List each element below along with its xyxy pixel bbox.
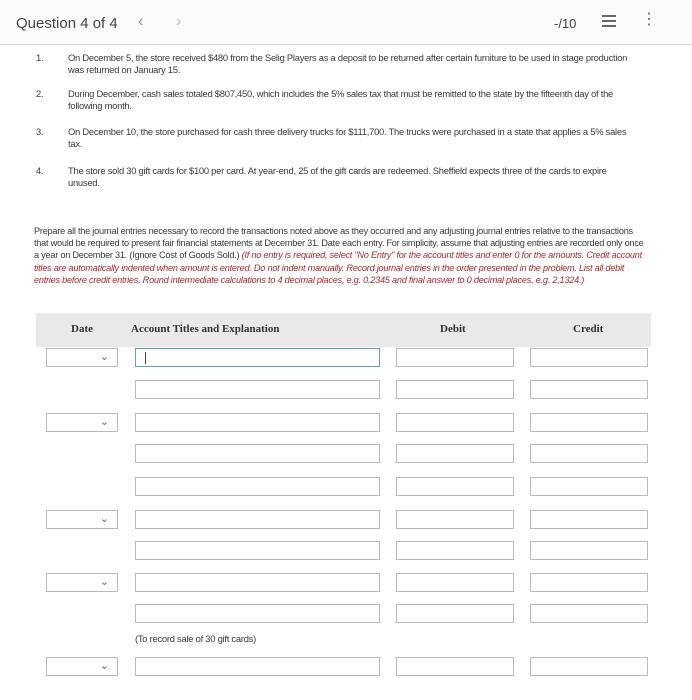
date-select[interactable]	[46, 510, 118, 529]
item-text: During December, cash sales totaled $807,450, which includes the 5% sales tax that must be remitted to the state by the fifteenth day of the following month.	[68, 88, 614, 111]
credit-amount-input[interactable]	[530, 510, 648, 529]
item-number: 2.	[36, 88, 44, 99]
debit-amount-input[interactable]	[396, 380, 514, 399]
date-select[interactable]	[46, 657, 118, 676]
instructions-warning: (If no entry is required, select "No Entry" for the account titles and enter 0 for the amounts. Credit account titles are automatically indented when amount is entered. Do not indent manually. Record journal entries in the order presented in the problem. List all debit entries before credit entries. Round intermediate calculations to 4 decimal places, e.g. 0.2345 and final answer to 0 decimal places, e.g. 2,1324.)	[34, 250, 642, 285]
debit-amount-input[interactable]	[396, 413, 514, 432]
credit-amount-input[interactable]	[530, 604, 648, 623]
item-number: 4.	[36, 165, 44, 176]
instructions-text: Prepare all the journal entries necessary to record the transactions noted above as they occurred and any adjusting journal entries relative to the transactions that would be required to present fair financial statements at December 31. Date each entry. For simplicity, assume that adjusting entries are recorded only once a year on December 31. (Ignore Cost of Goods Sold.)	[34, 226, 644, 261]
debit-amount-input[interactable]	[396, 573, 514, 592]
chevron-down-icon: ⌄	[99, 576, 109, 588]
item-text: On December 5, the store received $480 from the Selig Players as a deposit to be returned after certain furniture to be used in stage production was returned on January 15.	[68, 52, 628, 75]
item-number: 1.	[36, 52, 44, 63]
credit-column-header: Credit	[573, 323, 604, 335]
account-title-input[interactable]	[135, 573, 380, 592]
debit-amount-input[interactable]	[396, 604, 514, 623]
credit-amount-input[interactable]	[530, 380, 648, 399]
credit-amount-input[interactable]	[530, 657, 648, 676]
date-select[interactable]	[46, 348, 118, 367]
debit-amount-input[interactable]	[396, 348, 514, 367]
debit-amount-input[interactable]	[396, 541, 514, 560]
account-title-input[interactable]	[135, 657, 380, 676]
credit-amount-input[interactable]	[530, 413, 648, 432]
account-title-input[interactable]	[135, 477, 380, 496]
credit-amount-input[interactable]	[530, 348, 648, 367]
debit-amount-input[interactable]	[396, 510, 514, 529]
credit-amount-input[interactable]	[530, 444, 648, 463]
more-options-icon[interactable]: ⋮	[641, 11, 657, 28]
question-label: Question 4 of 4	[16, 15, 118, 32]
credit-amount-input[interactable]	[530, 573, 648, 592]
journal-table-header	[36, 313, 651, 347]
chevron-down-icon: ⌄	[99, 416, 109, 428]
account-title-input[interactable]	[135, 380, 380, 399]
account-title-input[interactable]	[135, 444, 380, 463]
account-title-input[interactable]	[135, 510, 380, 529]
list-icon[interactable]	[602, 15, 616, 27]
account-title-input[interactable]	[135, 413, 380, 432]
previous-question-icon[interactable]: ‹	[138, 13, 144, 30]
date-column-header: Date	[71, 323, 93, 335]
question-header	[0, 0, 692, 45]
date-select[interactable]	[46, 573, 118, 592]
credit-amount-input[interactable]	[530, 477, 648, 496]
credit-amount-input[interactable]	[530, 541, 648, 560]
account-title-input[interactable]	[135, 541, 380, 560]
chevron-down-icon: ⌄	[99, 660, 109, 672]
debit-amount-input[interactable]	[396, 477, 514, 496]
date-select[interactable]	[46, 413, 118, 432]
item-text: On December 10, the store purchased for cash three delivery trucks for $111,700. The trucks were purchased in a state that applies a 5% sales tax.	[68, 126, 627, 149]
debit-amount-input[interactable]	[396, 444, 514, 463]
account-title-input[interactable]	[135, 604, 380, 623]
account-column-header: Account Titles and Explanation	[131, 323, 280, 335]
entry-explanation-note: (To record sale of 30 gift cards)	[135, 633, 256, 644]
chevron-down-icon: ⌄	[99, 351, 109, 363]
next-question-icon[interactable]: ›	[176, 13, 182, 30]
instructions	[34, 225, 649, 286]
debit-amount-input[interactable]	[396, 657, 514, 676]
chevron-down-icon: ⌄	[99, 513, 109, 525]
score-display: -/10	[554, 16, 577, 31]
debit-column-header: Debit	[440, 323, 466, 335]
account-title-input[interactable]	[135, 348, 380, 367]
item-text: The store sold 30 gift cards for $100 per card. At year-end, 25 of the gift cards are redeemed. Sheffield expects three of the cards to expire unused.	[68, 165, 607, 188]
item-number: 3.	[36, 126, 44, 137]
